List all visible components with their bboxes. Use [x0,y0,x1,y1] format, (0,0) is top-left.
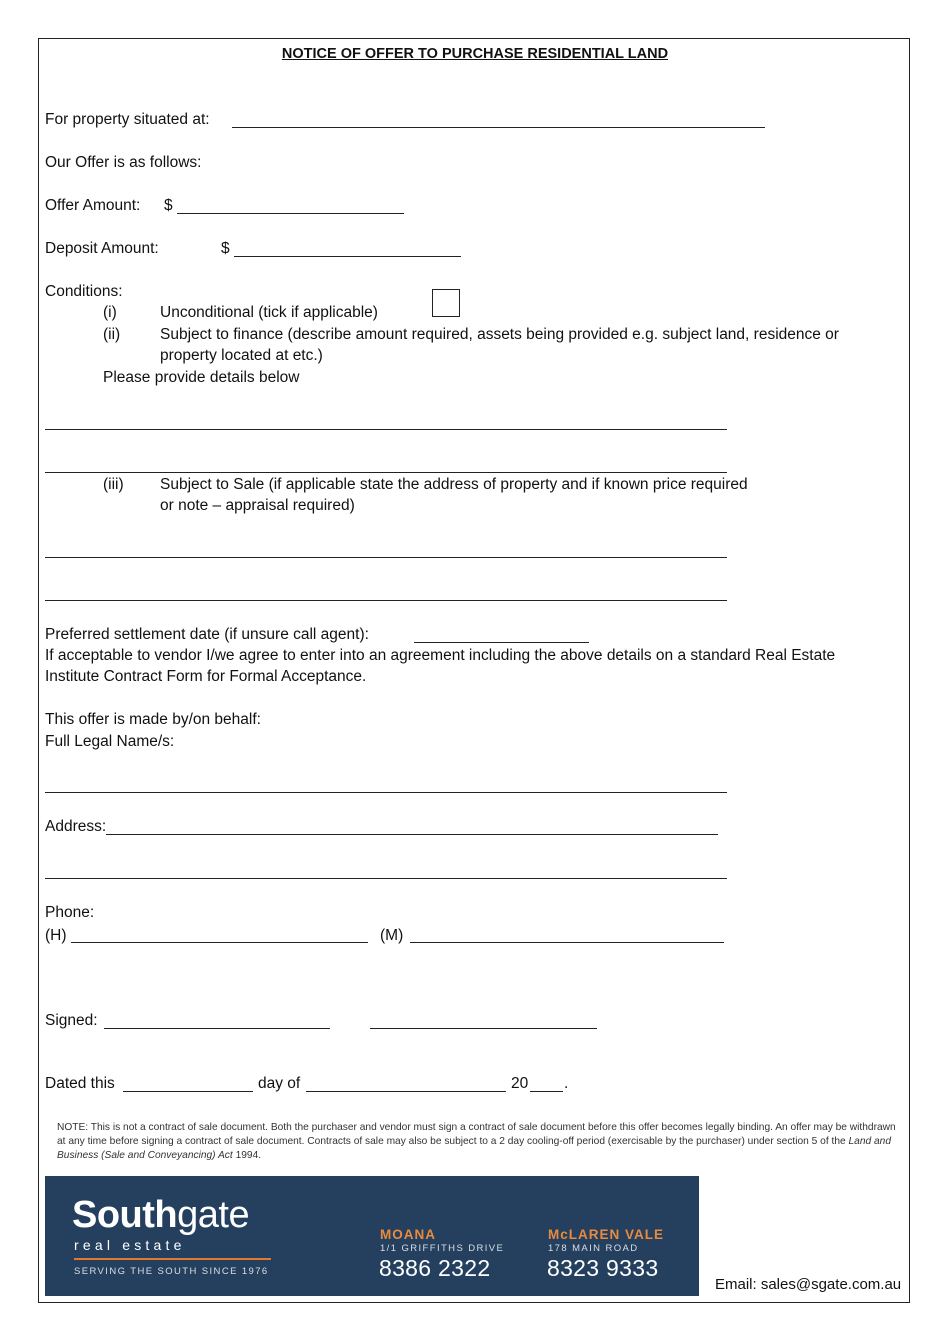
brand-divider [74,1258,271,1260]
office-address: 178 MAIN ROAD [548,1243,639,1254]
offer-amount-field[interactable] [177,213,404,214]
mobile-phone-field[interactable] [410,942,724,943]
address-field[interactable] [106,834,718,835]
year-field[interactable] [530,1091,563,1092]
office-phone[interactable]: 8323 9333 [547,1255,659,1281]
brand-tagline: SERVING THE SOUTH SINCE 1976 [74,1266,269,1277]
offer-amount-currency: $ [164,197,173,214]
deposit-amount-field[interactable] [234,256,461,257]
address-label: Address: [45,818,107,835]
deposit-amount-label: Deposit Amount: [45,240,159,257]
note-text: NOTE: This is not a contract of sale document. Both the purchaser and vendor must sign a contract of sale document before this offer becomes legally binding. An offer may be withdrawn at any time before signing a contract of sale document. Contracts of sale may also be subject to a 2 day cooling-off period (exercisable by the purchaser) under section 5 of the [57,1122,896,1147]
condition-num: (ii) [103,326,121,343]
agreement-text-cont: Institute Contract Form for Formal Acceptance. [45,668,367,685]
condition-text-cont: property located at etc.) [160,347,323,364]
home-phone-label: (H) [45,927,67,944]
sale-details-line[interactable] [45,600,727,601]
condition-text-cont: or note – appraisal required) [160,497,355,514]
condition-num: (i) [103,304,117,321]
brand-bold: South [72,1194,178,1236]
full-name-label: Full Legal Name/s: [45,733,175,750]
signed-label: Signed: [45,1012,98,1029]
full-name-field[interactable] [45,792,727,793]
note-year: 1994. [235,1150,262,1161]
home-phone-field[interactable] [71,942,368,943]
dated-year-prefix: 20 [511,1075,529,1092]
office-name: McLAREN VALE [548,1227,665,1242]
finance-details-line[interactable] [45,429,727,430]
details-prompt: Please provide details below [103,369,300,386]
deposit-amount-currency: $ [221,240,230,257]
footer-banner [45,1176,699,1296]
condition-text: Subject to Sale (if applicable state the address of property and if known price required [160,476,748,493]
office-name: MOANA [380,1227,436,1242]
agreement-text: If acceptable to vendor I/we agree to enter into an agreement including the above details on a standard Real Estate [45,647,836,664]
unconditional-checkbox[interactable] [432,289,460,317]
month-field[interactable] [306,1091,506,1092]
sale-details-line[interactable] [45,557,727,558]
condition-text: Unconditional (tick if applicable) [160,304,378,321]
legal-note [57,1121,897,1163]
property-label: For property situated at: [45,111,210,128]
offer-amount-label: Offer Amount: [45,197,141,214]
signature-field[interactable] [370,1028,597,1029]
note-act: Land and Business (Sale and Conveyancing) Act [57,1136,891,1161]
phone-label: Phone: [45,904,95,921]
finance-details-line[interactable] [45,472,727,473]
contact-email[interactable]: Email: sales@sgate.com.au [715,1276,902,1293]
condition-num: (iii) [103,476,124,493]
conditions-heading: Conditions: [45,283,123,300]
dated-mid: day of [258,1075,301,1092]
office-address: 1/1 GRIFFITHS DRIVE [380,1243,505,1254]
offer-intro: Our Offer is as follows: [45,154,202,171]
condition-text: Subject to finance (describe amount required, assets being provided e.g. subject land, residence or [160,326,839,343]
settlement-label: Preferred settlement date (if unsure call agent): [45,626,369,643]
page-title: NOTICE OF OFFER TO PURCHASE RESIDENTIAL LAND [281,46,669,62]
settlement-date-field[interactable] [414,642,589,643]
day-field[interactable] [123,1091,253,1092]
brand-subtitle: real estate [74,1237,186,1253]
mobile-phone-label: (M) [380,927,404,944]
office-phone[interactable]: 8386 2322 [379,1255,491,1281]
signature-field[interactable] [104,1028,330,1029]
property-field[interactable] [232,127,765,128]
brand-logo [72,1194,249,1236]
dated-end: . [564,1075,569,1092]
brand-light: gate [177,1194,250,1236]
address-field-line2[interactable] [45,878,727,879]
dated-prefix: Dated this [45,1075,115,1092]
offer-by-label: This offer is made by/on behalf: [45,711,261,728]
